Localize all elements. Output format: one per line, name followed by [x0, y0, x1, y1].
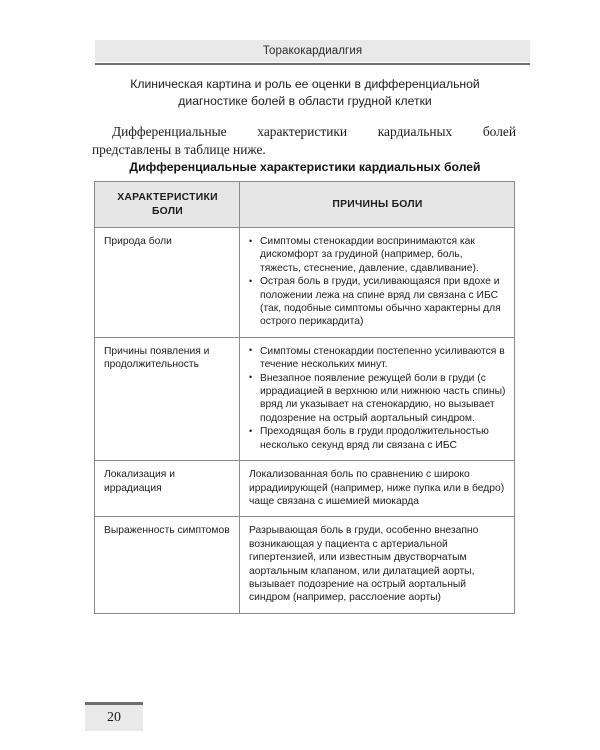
table-row — [95, 517, 515, 613]
row-causes — [240, 461, 515, 517]
table-row — [95, 337, 515, 460]
intro-paragraph: Дифференциальные характеристики кардиальных болей представлены в таблице ниже. — [92, 124, 516, 157]
list-item: • Внезапное появление режущей боли в груди (с иррадиацией в верхнюю или нижнюю часть спины) вряд ли указывает на стенокардию, но вызывает подозрение на острый аортальный синдром. — [249, 372, 506, 426]
table-header-characteristics: ХАРАКТЕРИСТИКИ БОЛИ — [95, 182, 240, 228]
table-row — [95, 461, 515, 517]
page-number: 20 — [85, 705, 143, 731]
list-item: • Преходящая боль в груди продолжительностью несколько секунд вряд ли связана с ИБС — [249, 425, 506, 452]
row-causes — [240, 228, 515, 338]
row-causes — [240, 517, 515, 613]
table-caption: Дифференциальные характеристики кардиальных болей — [129, 160, 481, 174]
bullet-list — [249, 345, 506, 452]
row-characteristic: Причины появления и продолжительность — [95, 337, 240, 460]
list-item: • Острая боль в груди, усиливающаяся при вдохе и положении лежа на спине вряд ли связана с ИБС (так, подобные симптомы обычно характерны для острого перикардита) — [249, 275, 506, 329]
row-characteristic: Локализация и иррадиация — [95, 461, 240, 517]
page-folio — [85, 702, 143, 731]
table-header-row — [95, 182, 515, 228]
list-item: • Симптомы стенокардии постепенно усиливаются в течение нескольких минут. — [249, 345, 506, 372]
table-row — [95, 228, 515, 338]
pain-characteristics-table — [94, 181, 515, 614]
bullet-list — [249, 235, 506, 329]
row-characteristic: Выраженность симптомов — [95, 517, 240, 613]
running-head-text: Торакокардиалгия — [95, 40, 530, 62]
running-head — [95, 40, 530, 65]
section-heading: Клиническая картина и роль ее оценки в дифференциальной диагностике болей в области грудной клетки — [130, 77, 480, 108]
cell-text: Локализованная боль по сравнению с широко иррадиирующей (например, ниже пупка или в бедро) чаще связана с ишемией миокарда — [249, 469, 505, 507]
row-causes — [240, 337, 515, 460]
list-item: • Симптомы стенокардии воспринимаются как дискомфорт за грудиной (например, боль, тяжесть, стеснение, давление, сдавливание). — [249, 235, 506, 275]
table-header-causes: ПРИЧИНЫ БОЛИ — [240, 182, 515, 228]
row-characteristic: Природа боли — [95, 228, 240, 338]
cell-text: Разрывающая боль в груди, особенно внезапно возникающая у пациента с артериальной гипертензией, или известным двустворчатым аортальным клапаном, или дилатацией аорты, вызывает подозрение на острый аортальный синдром (например, расслоение аорты) — [249, 525, 479, 604]
running-head-rule — [95, 63, 530, 65]
